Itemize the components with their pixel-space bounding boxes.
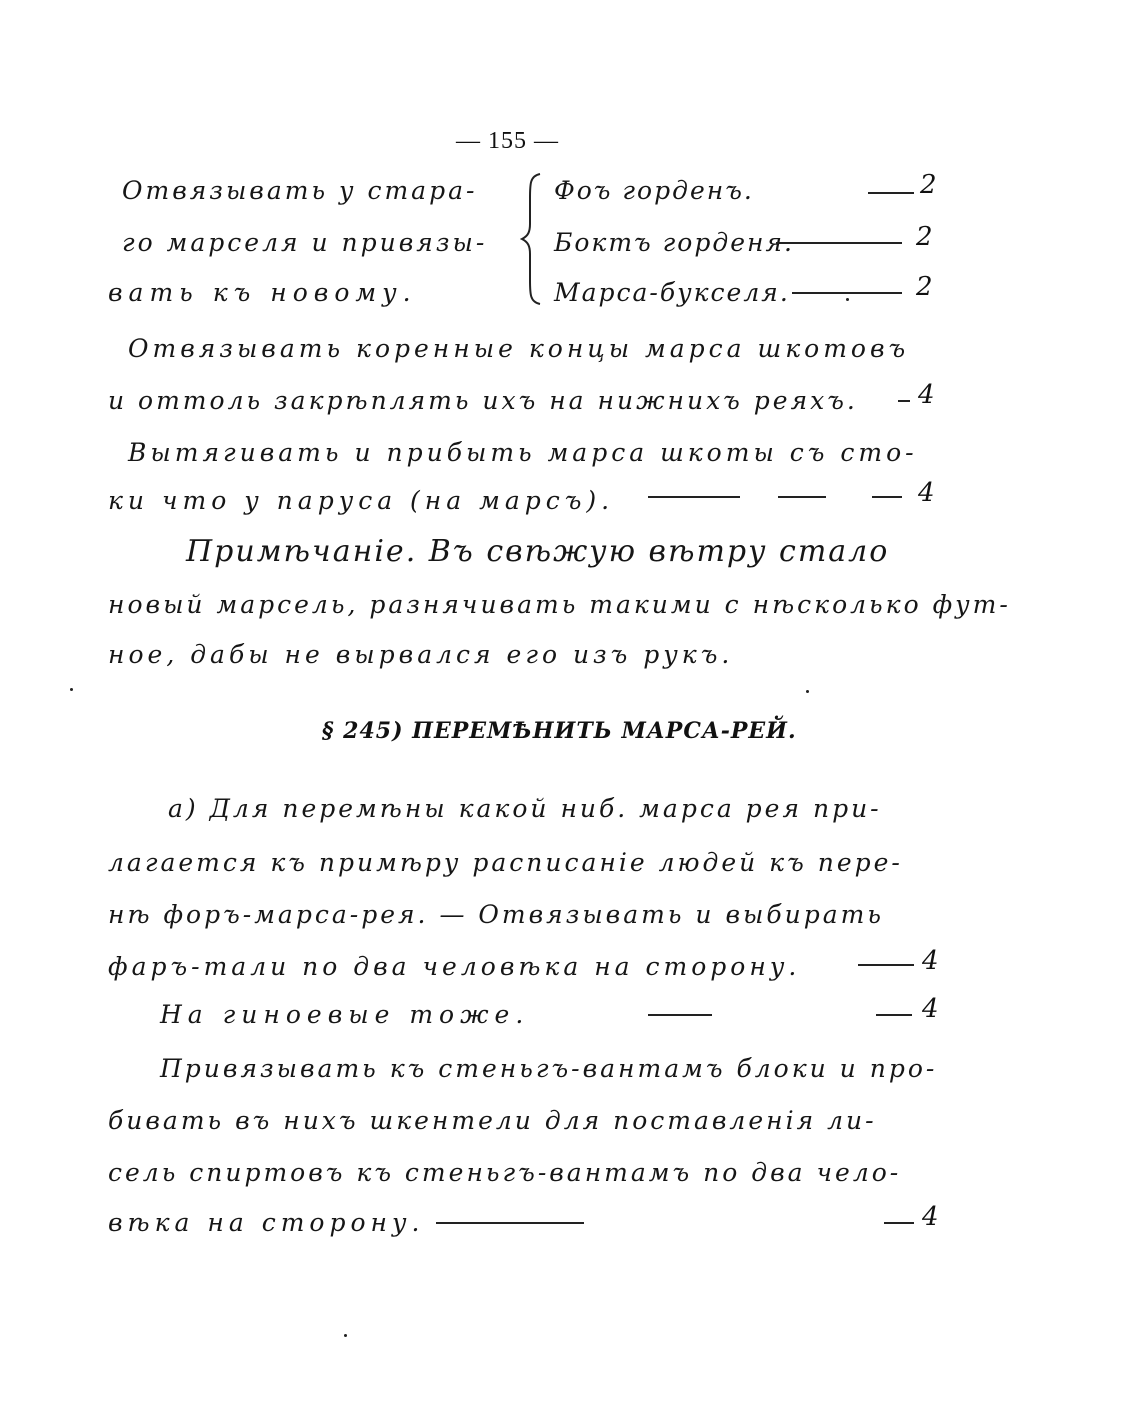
text-line: го марселя и привязы- [122,228,488,257]
count-value: 4 [922,946,939,976]
text-line: бивать въ нихъ шкентели для поставленія ли- [108,1106,877,1135]
leader-dash [436,1222,584,1224]
curly-brace [520,172,546,306]
leader-dash [648,496,740,498]
text-line: Вытягивать и прибыть марса шкоты съ сто- [128,438,918,467]
leader-dash [884,1222,914,1224]
text-line: фаръ-тали по два человѣка на сторону. [108,952,801,981]
text-line: вѣка на сторону. [108,1208,425,1237]
ink-speck [344,1334,347,1337]
leader-dash [872,496,902,498]
ink-speck [846,298,849,301]
leader-dash [792,292,902,294]
count-value: 2 [920,170,937,200]
leader-dash [648,1014,712,1016]
leader-dash [778,496,826,498]
text-line: вать къ новому. [108,278,417,307]
leader-dash [858,964,914,966]
text-line: лагается къ примѣру расписаніе людей къ пере- [108,848,903,877]
leader-dash [868,192,914,194]
text-line: Марса-букселя. [554,278,790,307]
section-heading: § 245) ПЕРЕМѢНИТЬ МАРСА-РЕЙ. [322,718,797,744]
text-line: а) Для перемѣны какой ниб. марса рея при- [168,794,882,823]
leader-dash [898,400,910,402]
text-line: сель спиртовъ къ стеньгъ-вантамъ по два чело- [108,1158,902,1187]
leader-dash [776,242,902,244]
text-line: Отвязывать коренные концы марса шкотовъ [128,334,910,363]
count-value: 2 [916,222,933,252]
count-value: 4 [918,380,935,410]
ink-speck [806,690,809,693]
text-line: Фоъ горденъ. [554,176,754,205]
note-line: Примѣчаніе. Въ свѣжую вѣтру стало [186,534,890,569]
text-line: ное, дабы не вырвался его изъ рукъ. [108,640,734,669]
count-value: 2 [916,272,933,302]
text-line: Привязывать къ стеньгъ-вантамъ блоки и про- [160,1054,938,1083]
text-line: новый марсель, разнячивать такими с нѣсколько фут- [108,590,1011,619]
leader-dash [876,1014,912,1016]
text-line: и оттоль закрѣплять ихъ на нижнихъ реяхъ. [108,386,858,415]
text-line: Отвязывать у стара- [122,176,478,205]
text-line: Боктъ горденя. [554,228,794,257]
text-line: ки что у паруса (на марсъ). [108,486,615,515]
text-line: На гиноевые тоже. [160,1000,530,1029]
text-line: нѣ форъ-марса-рея. — Отвязывать и выбирать [108,900,884,929]
count-value: 4 [922,1202,939,1232]
count-value: 4 [922,994,939,1024]
count-value: 4 [918,478,935,508]
page-number: — 155 — [456,128,559,154]
ink-speck [70,688,73,691]
